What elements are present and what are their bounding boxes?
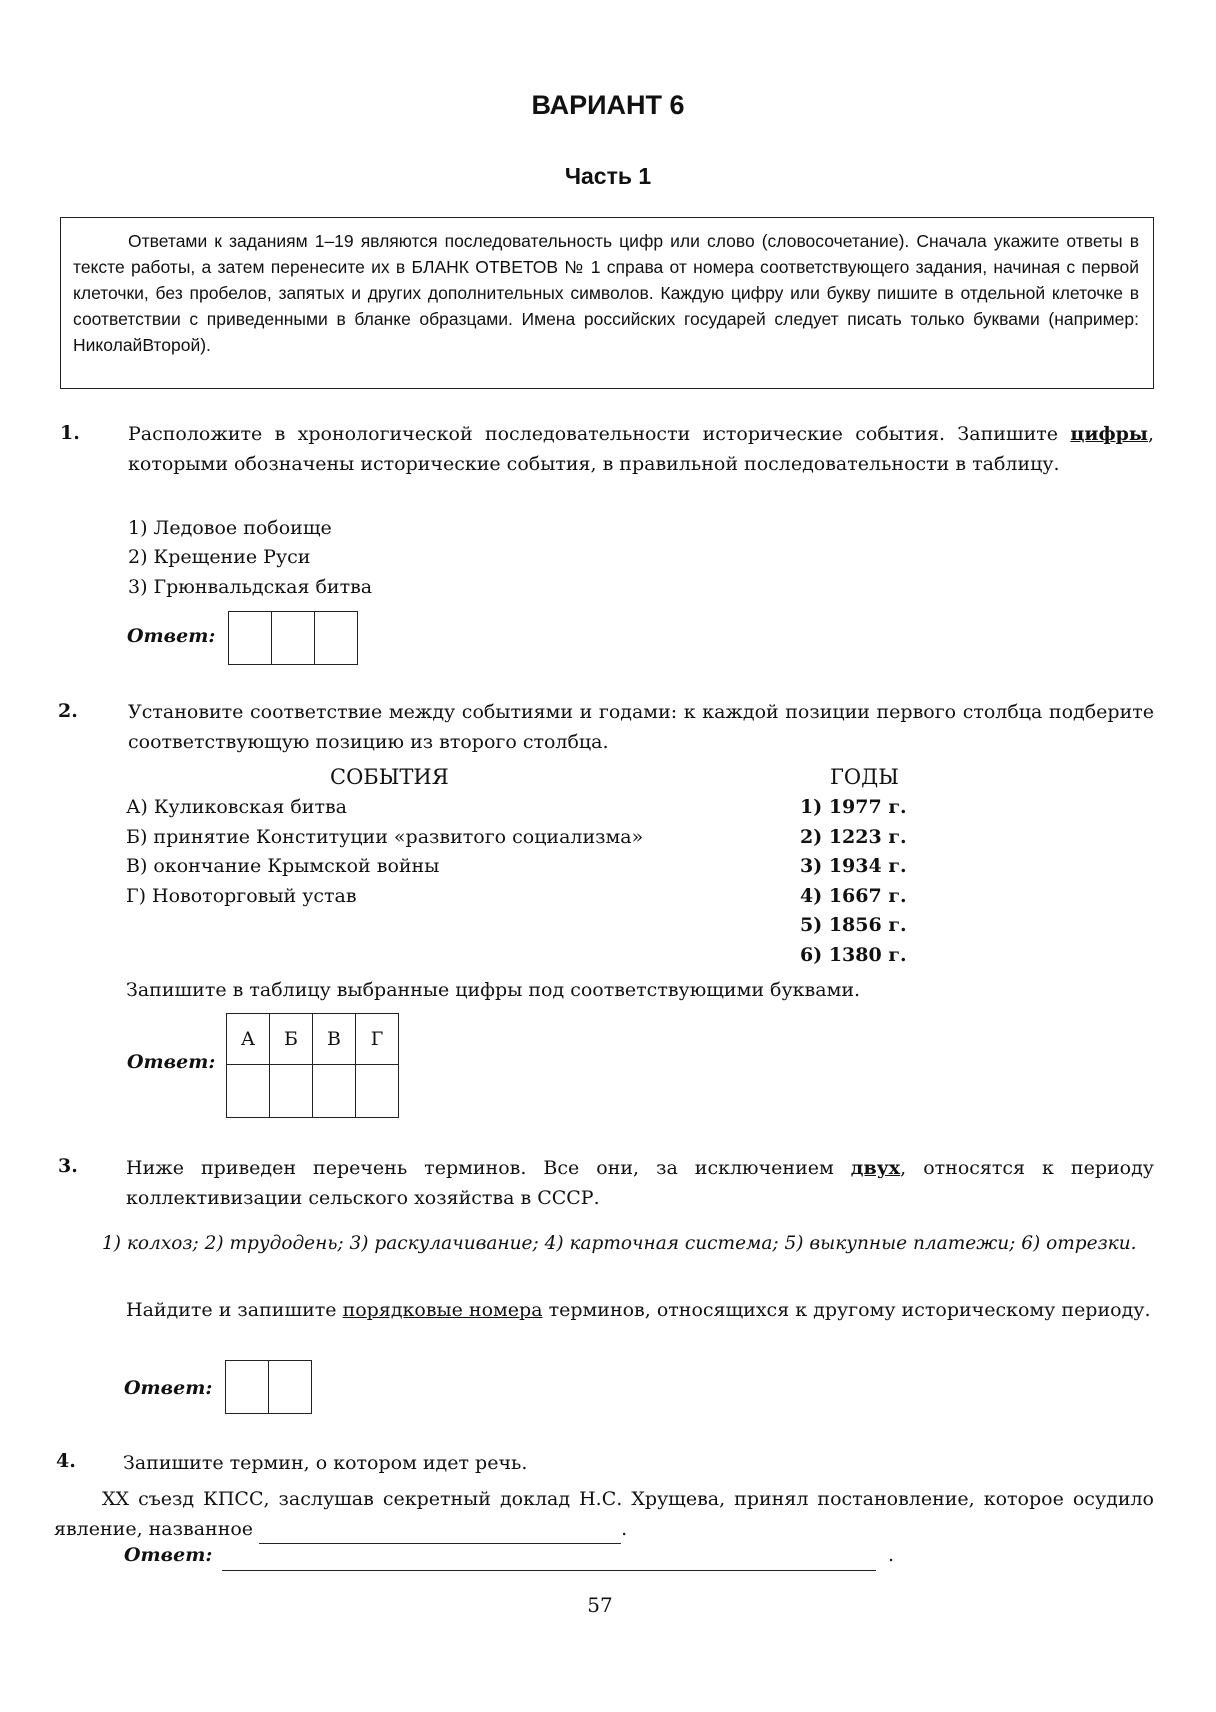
q3-answer-grid: [225, 1360, 312, 1414]
q1-number: 1.: [60, 422, 80, 444]
q3-text: [126, 1153, 1154, 1213]
q2-year-3: 3) 1934 г.: [800, 855, 907, 877]
q2-text: Установите соответствие между событиями и годами: к каждой позиции первого столбца подберите соответствующую позицию из второго столбца.: [128, 701, 1154, 753]
q2-answer-label: Ответ:: [127, 1051, 216, 1073]
q3-answer-cell[interactable]: [226, 1361, 269, 1414]
q4-number: 4.: [56, 1450, 76, 1472]
q2-event-g: Г) Новоторговый устав: [126, 885, 357, 907]
q1-option-2: 2) Крещение Руси: [128, 546, 311, 568]
q2-letter-a: А: [227, 1014, 270, 1065]
q4-answer-label: Ответ:: [124, 1544, 213, 1566]
q4-text: Запишите термин, о котором идет речь.: [123, 1452, 528, 1474]
q1-text-after: , которыми обозначены исторические события, в правильной последовательности в таблицу.: [128, 423, 1154, 475]
q2-answer-grid: [226, 1013, 399, 1118]
q2-year-4: 4) 1667 г.: [800, 885, 907, 907]
q3-terms-list: 1) колхоз; 2) трудодень; 3) раскулачивание; 4) карточная система; 5) выкупные платежи; 6) отрезки.: [102, 1233, 1137, 1254]
variant-title: ВАРИАНТ 6: [531, 90, 685, 120]
q1-option-1: 1) Ледовое побоище: [128, 517, 332, 539]
q2-number: 2.: [58, 700, 78, 722]
q3-text-before: Ниже приведен перечень терминов. Все они, за исключением: [126, 1157, 851, 1179]
q4-passage-blank: [259, 1521, 621, 1544]
part-title: Часть 1: [564, 163, 652, 189]
q2-year-6: 6) 1380 г.: [800, 944, 907, 966]
q3-find-text: [126, 1295, 1154, 1325]
q3-find-before: Найдите и запишите: [126, 1299, 343, 1321]
q2-event-a: А) Куликовская битва: [126, 796, 347, 818]
q3-find-after: терминов, относящихся к другому историческому периоду.: [542, 1299, 1151, 1321]
q2-letter-b: Б: [270, 1014, 313, 1065]
q1-text-before: Расположите в хронологической последовательности исторические события. Запишите: [128, 423, 1071, 445]
q3-number: 3.: [58, 1155, 78, 1177]
q1-text-bold: цифры: [1070, 423, 1148, 445]
q3-text-bold: двух: [850, 1157, 901, 1179]
q2-event-b: Б) принятие Конституции «развитого социализма»: [126, 826, 644, 848]
q4-answer-line[interactable]: [222, 1548, 876, 1571]
q2-answer-cell[interactable]: [356, 1065, 399, 1118]
q1-answer-cell[interactable]: [315, 612, 358, 665]
q1-answer-cell[interactable]: [272, 612, 315, 665]
q2-answer-cell[interactable]: [270, 1065, 313, 1118]
q4-answer-period: .: [888, 1544, 895, 1566]
q1-answer-grid: [228, 611, 358, 665]
q3-answer-cell[interactable]: [269, 1361, 312, 1414]
q1-answer-cell[interactable]: [229, 612, 272, 665]
q4-passage-period: .: [621, 1518, 628, 1540]
q2-year-2: 2) 1223 г.: [800, 826, 907, 848]
q2-answer-cell[interactable]: [227, 1065, 270, 1118]
page-number: 57: [587, 1593, 613, 1617]
q2-year-1: 1) 1977 г.: [800, 796, 907, 818]
q2-answer-cell[interactable]: [313, 1065, 356, 1118]
q2-year-5: 5) 1856 г.: [800, 914, 907, 936]
q2-instruction: Запишите в таблицу выбранные цифры под соответствующими буквами.: [126, 979, 861, 1001]
q4-passage-text: XX съезд КПСС, заслушав секретный доклад Н.С. Хрущева, принял постановление, которое осудило явление, названное: [54, 1488, 1154, 1540]
q2-letter-v: В: [313, 1014, 356, 1065]
q2-years-header: ГОДЫ: [830, 765, 899, 789]
q2-event-v: В) окончание Крымской войны: [126, 855, 440, 877]
q3-text-after: , относятся к периоду коллективизации сельского хозяйства в СССР.: [126, 1157, 1154, 1209]
q1-answer-label: Ответ:: [127, 625, 216, 647]
q2-events-header: СОБЫТИЯ: [330, 765, 449, 789]
instructions-text: Ответами к заданиям 1–19 являются последовательность цифр или слово (словосочетание). Сначала укажите ответы в тексте работы, а затем перенесите их в БЛАНК ОТВЕТОВ № 1 справа от номера соответствующего задания, начиная с первой клеточки, без пробелов, запятых и других дополнительных символов. Каждую цифру или букву пишите в отдельной клеточке в соответствии с приведенными в бланке образцами. Имена российских государей следует писать только буквами (например: НиколайВторой).: [73, 231, 1139, 355]
q3-answer-label: Ответ:: [124, 1377, 213, 1399]
q3-find-underlined: порядковые номера: [342, 1299, 543, 1321]
instructions-box: [60, 217, 1154, 389]
q2-letter-g: Г: [356, 1014, 399, 1065]
q1-option-3: 3) Грюнвальдская битва: [128, 576, 373, 598]
q4-passage: [54, 1484, 1154, 1544]
q1-text: [128, 419, 1154, 479]
